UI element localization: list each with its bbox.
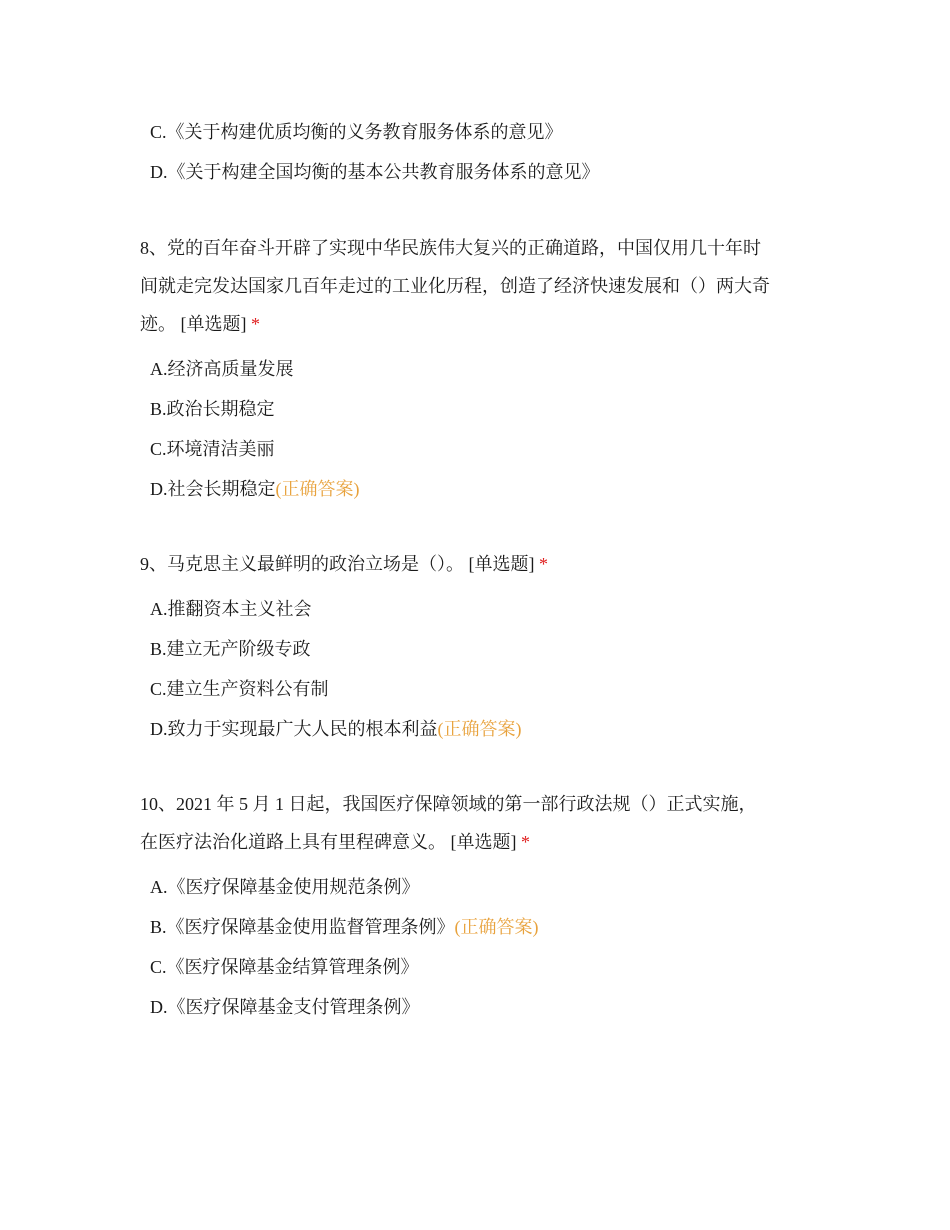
option-d — [140, 709, 820, 749]
stem-line: 9、马克思主义最鲜明的政治立场是（）。 — [140, 554, 469, 574]
option-text: 建立生产资料公有制 — [166, 679, 329, 699]
option-letter: B. — [150, 917, 167, 937]
correct-answer-tag: (正确答案) — [454, 917, 539, 937]
question-type: [单选题] — [450, 832, 517, 852]
option-letter: C. — [150, 439, 167, 459]
question-stem — [140, 785, 820, 861]
option-b — [140, 389, 820, 429]
stem-line: 在医疗法治化道路上具有里程碑意义。 — [140, 832, 451, 852]
option-text: 经济高质量发展 — [167, 359, 294, 379]
option-text: 推翻资本主义社会 — [167, 599, 312, 619]
option-letter: A. — [150, 877, 168, 897]
option-d — [140, 152, 820, 192]
stem-line-last — [140, 823, 820, 861]
option-b — [140, 629, 820, 669]
required-star: * — [521, 832, 530, 852]
question-type: [单选题] — [180, 314, 247, 334]
correct-answer-tag: (正确答案) — [437, 719, 522, 739]
option-letter: A. — [150, 599, 168, 619]
stem-line-last — [140, 545, 820, 583]
question-10 — [140, 785, 820, 1027]
option-letter: C. — [150, 957, 167, 977]
option-text: 社会长期稳定 — [167, 479, 276, 499]
option-letter: C. — [150, 122, 167, 142]
question-type: [单选题] — [468, 554, 535, 574]
option-letter: C. — [150, 679, 167, 699]
option-text: 《医疗保障基金使用监督管理条例》 — [166, 917, 455, 937]
stem-line: 迹。 — [140, 314, 181, 334]
correct-answer-tag: (正确答案) — [275, 479, 360, 499]
previous-question-options — [140, 112, 820, 192]
option-letter: B. — [150, 399, 167, 419]
option-text: 《关于构建全国均衡的基本公共教育服务体系的意见》 — [167, 162, 600, 182]
option-a — [140, 349, 820, 389]
document-page — [140, 112, 820, 1027]
option-text: 《医疗保障基金使用规范条例》 — [167, 877, 420, 897]
question-8 — [140, 229, 820, 509]
option-c — [140, 112, 820, 152]
option-c — [140, 429, 820, 469]
option-d — [140, 469, 820, 509]
option-letter: A. — [150, 359, 168, 379]
option-a — [140, 589, 820, 629]
question-9 — [140, 545, 820, 749]
option-d — [140, 987, 820, 1027]
question-stem — [140, 229, 820, 343]
option-letter: D. — [150, 719, 168, 739]
option-text: 建立无产阶级专政 — [166, 639, 311, 659]
stem-line-last — [140, 305, 820, 343]
required-star: * — [251, 314, 260, 334]
option-text: 环境清洁美丽 — [166, 439, 275, 459]
option-letter: B. — [150, 639, 167, 659]
stem-line: 8、党的百年奋斗开辟了实现中华民族伟大复兴的正确道路，中国仅用几十年时 — [140, 238, 761, 258]
option-text: 《医疗保障基金支付管理条例》 — [167, 997, 420, 1017]
option-text: 《关于构建优质均衡的义务教育服务体系的意见》 — [166, 122, 563, 142]
option-text: 致力于实现最广大人民的根本利益 — [167, 719, 438, 739]
stem-line: 间就走完发达国家几百年走过的工业化历程，创造了经济快速发展和（）两大奇 — [140, 276, 770, 296]
option-text: 政治长期稳定 — [166, 399, 275, 419]
required-star: * — [539, 554, 548, 574]
option-letter: D. — [150, 997, 168, 1017]
option-c — [140, 947, 820, 987]
option-a — [140, 867, 820, 907]
option-letter: D. — [150, 162, 168, 182]
option-c — [140, 669, 820, 709]
question-stem — [140, 545, 820, 583]
option-letter: D. — [150, 479, 168, 499]
option-text: 《医疗保障基金结算管理条例》 — [166, 957, 419, 977]
stem-line: 10、2021 年 5 月 1 日起，我国医疗保障领域的第一部行政法规（）正式实施， — [140, 794, 757, 814]
option-b — [140, 907, 820, 947]
